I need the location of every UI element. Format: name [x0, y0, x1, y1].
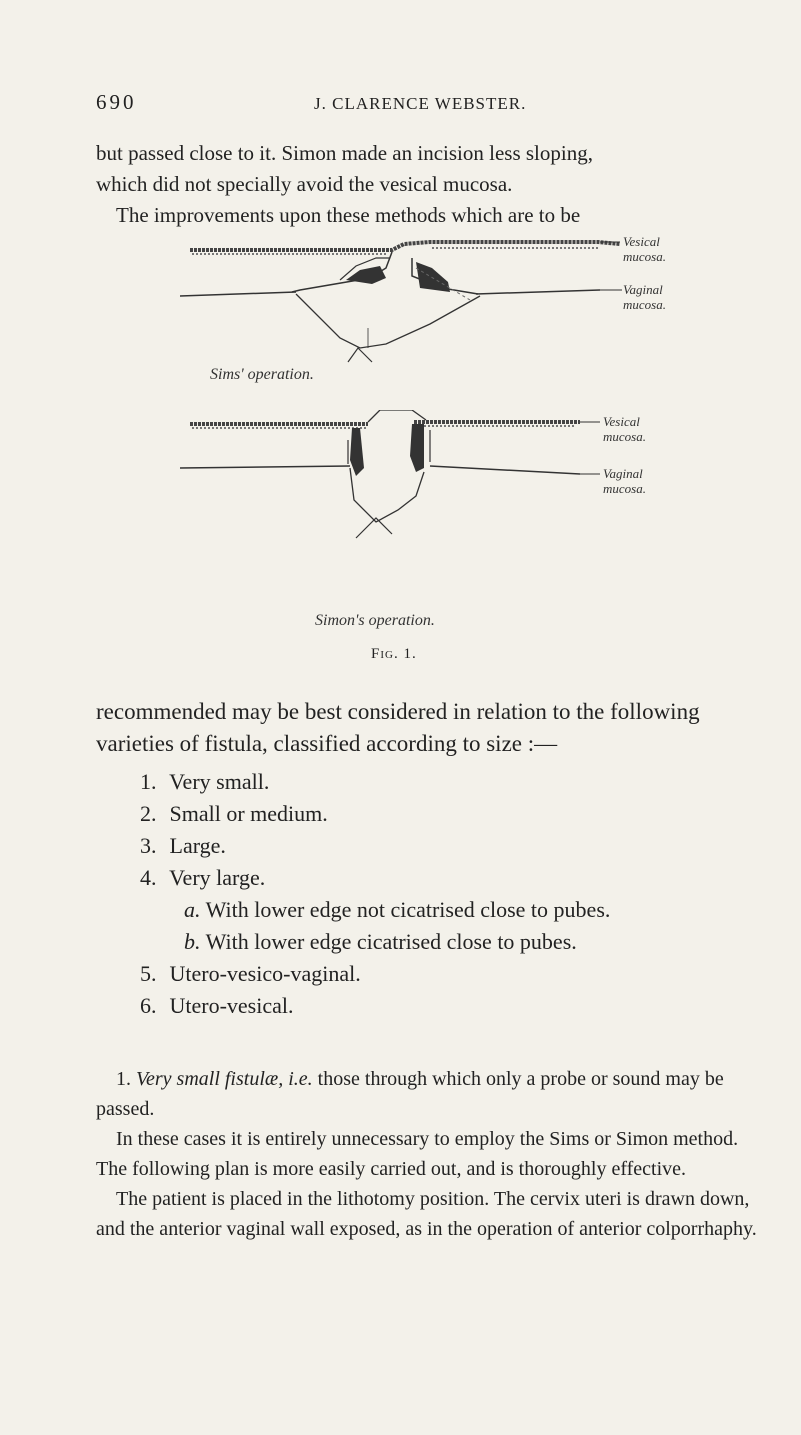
- list-subitem: [140, 894, 780, 926]
- figure-sims-operation: [180, 234, 720, 388]
- text-line: The improvements upon these methods which are to be: [116, 203, 581, 227]
- list-text: Small or medium.: [169, 801, 328, 826]
- list-item: [140, 766, 780, 798]
- label-vesical-mucosa: [623, 234, 666, 264]
- label-line: Vaginal: [603, 466, 643, 481]
- list-text: Very large.: [169, 865, 266, 890]
- body-text: [96, 1064, 768, 1244]
- list-number: 2.: [140, 801, 157, 826]
- list-item: [140, 862, 780, 894]
- list-text: Utero-vesical.: [169, 993, 294, 1018]
- list-number: 5.: [140, 961, 157, 986]
- label-vaginal-mucosa: [623, 282, 666, 312]
- list-letter: a.: [184, 897, 201, 922]
- label-vaginal-mucosa: [603, 466, 646, 496]
- figure-caption: Sims' operation.: [210, 366, 314, 383]
- list-number: 6.: [140, 993, 157, 1018]
- paragraph-number: 1.: [116, 1068, 131, 1090]
- text-line: but passed close to it. Simon made an incision less sloping,: [96, 141, 593, 165]
- paragraph-intro: [96, 138, 768, 231]
- list-number: 4.: [140, 865, 157, 890]
- list-item: [140, 798, 780, 830]
- label-line: mucosa.: [623, 297, 666, 312]
- list-number: 3.: [140, 833, 157, 858]
- list-item: [140, 830, 780, 862]
- figure-number: Fig. 1.: [371, 646, 417, 662]
- label-line: mucosa.: [603, 481, 646, 496]
- fistula-size-list: [140, 766, 780, 1022]
- label-vesical-mucosa: [603, 414, 646, 444]
- list-text: With lower edge cicatrised close to pubes.: [205, 929, 577, 954]
- list-text: With lower edge not cicatrised close to pubes.: [205, 897, 611, 922]
- list-text: Large.: [169, 833, 226, 858]
- paragraph-very-small: [96, 1064, 768, 1124]
- list-text: Very small.: [169, 769, 270, 794]
- paragraph-method: In these cases it is entirely unnecessary to employ the Sims or Simon method. The following plan is more easily carried out, and is thoroughly effective.: [96, 1128, 739, 1180]
- label-line: Vesical: [603, 414, 640, 429]
- list-text: Utero-vesico-vaginal.: [169, 961, 361, 986]
- paragraph-text: those through which only a probe or sound may be passed.: [96, 1068, 724, 1120]
- list-number: 1.: [140, 769, 157, 794]
- running-head: J. CLARENCE WEBSTER.: [314, 94, 527, 113]
- list-letter: b.: [184, 929, 201, 954]
- page-header: [96, 90, 736, 120]
- label-line: mucosa.: [623, 249, 666, 264]
- label-line: Vesical: [623, 234, 660, 249]
- page-number: 690: [96, 90, 137, 114]
- paragraph-varieties: recommended may be best considered in relation to the following varieties of fistula, classified according to size :—: [96, 699, 700, 756]
- paragraph-position: The patient is placed in the lithotomy position. The cervix uteri is drawn down, and the anterior vaginal wall exposed, as in the operation of anterior colporrhaphy.: [96, 1188, 757, 1240]
- figure-simons-operation: [180, 410, 720, 629]
- label-line: Vaginal: [623, 282, 663, 297]
- label-line: mucosa.: [603, 429, 646, 444]
- list-item: [140, 990, 780, 1022]
- italic-term: Very small fistulæ, i.e.: [136, 1068, 313, 1090]
- list-item: [140, 958, 780, 990]
- figure-caption: Simon's operation.: [315, 612, 435, 629]
- text-line: which did not specially avoid the vesical mucosa.: [96, 172, 513, 196]
- list-subitem: [140, 926, 780, 958]
